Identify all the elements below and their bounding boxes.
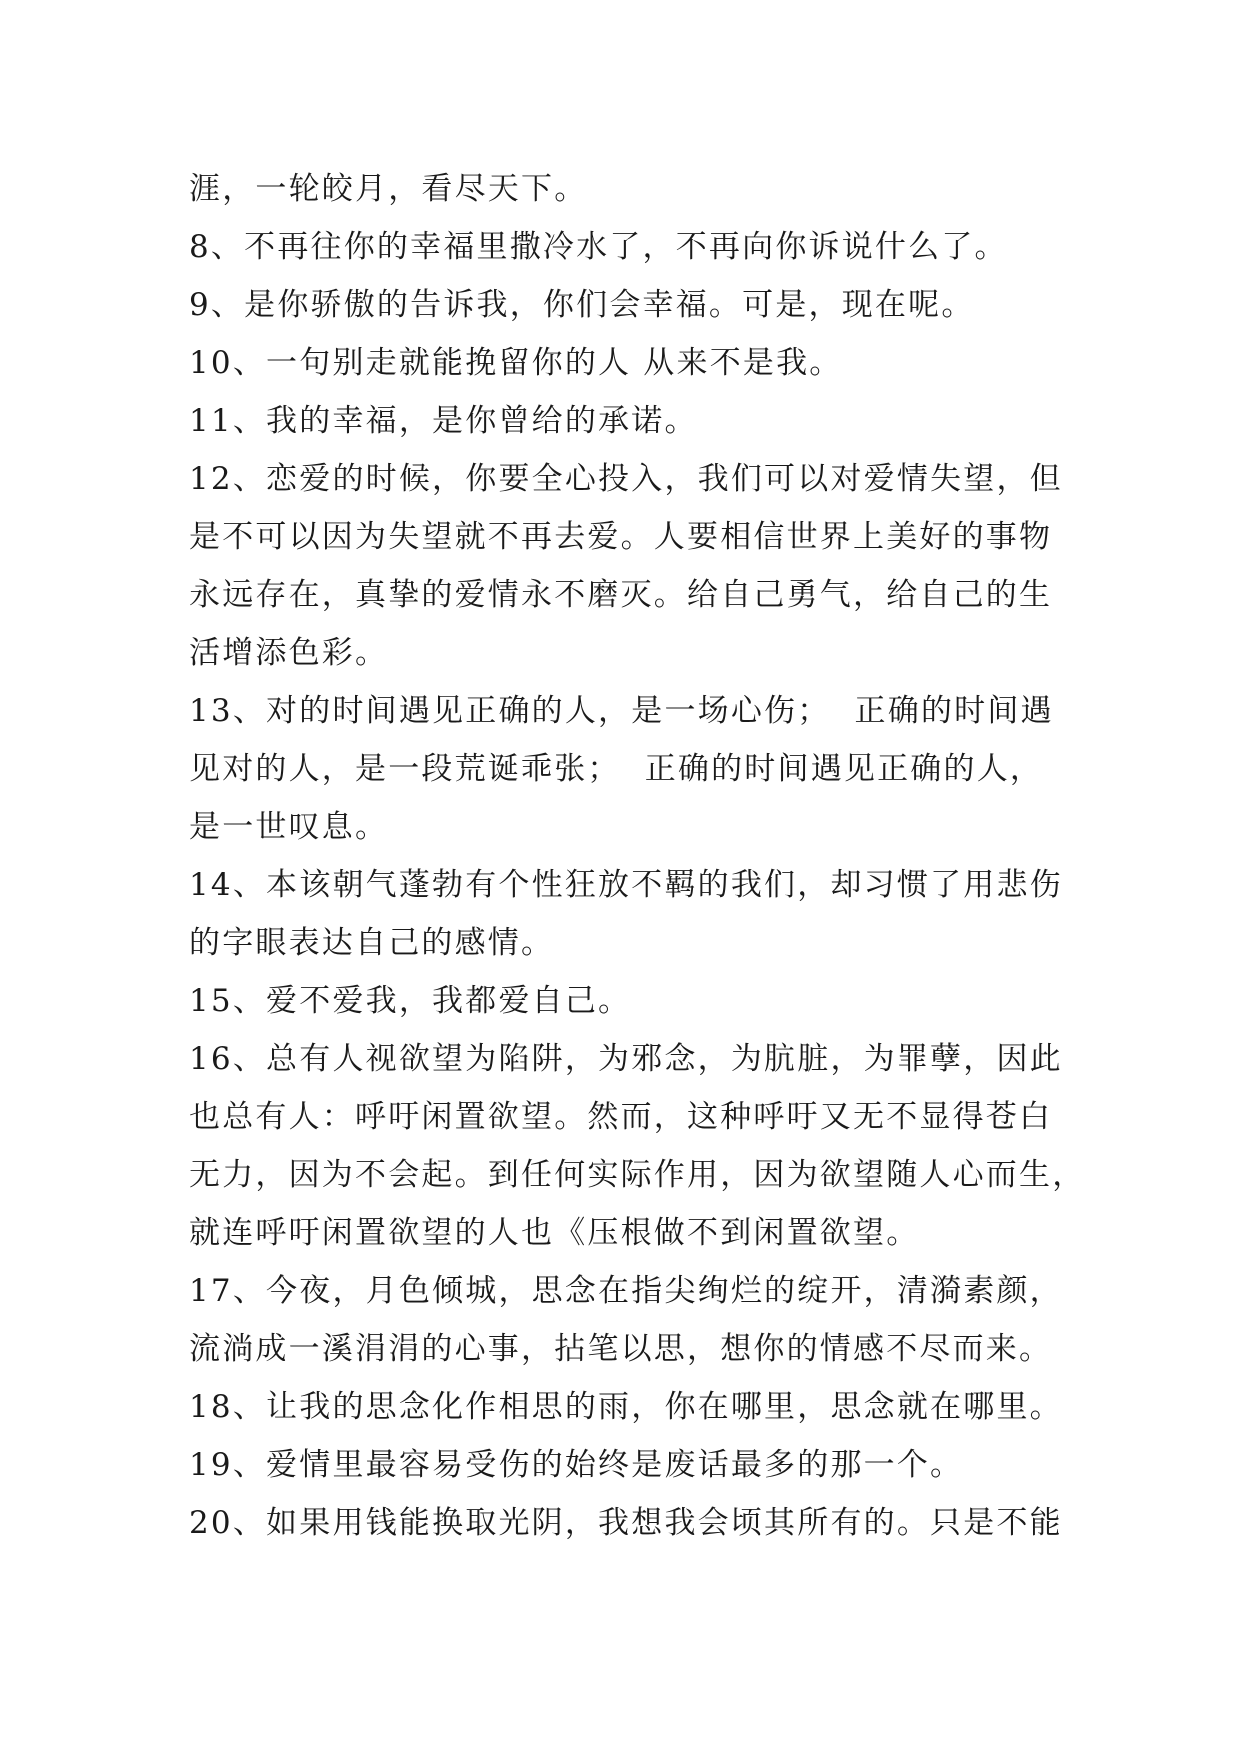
- text-line: 17、今夜，月色倾城，思念在指尖绚烂的绽开，清漪素颜，: [189, 1273, 1063, 1309]
- text-line: 15、爱不爱我，我都爱自己。: [189, 983, 632, 1019]
- text-line: 10、一句别走就能挽留你的人 从来不是我。: [189, 345, 843, 381]
- text-line: 9、是你骄傲的告诉我，你们会幸福。可是，现在呢。: [189, 287, 975, 323]
- text-line: 是一世叹息。: [189, 809, 389, 845]
- text-line: 13、对的时间遇见正确的人，是一场心伤； 正确的时间遇: [189, 693, 1054, 729]
- text-line: 8、不再往你的幸福里撒冷水了，不再向你诉说什么了。: [189, 229, 1008, 265]
- text-line: 11、我的幸福，是你曾给的承诺。: [189, 403, 698, 439]
- text-line: 流淌成一溪涓涓的心事，拈笔以思，想你的情感不尽而来。: [189, 1331, 1053, 1367]
- text-line: 的字眼表达自己的感情。: [189, 925, 555, 961]
- text-line: 16、总有人视欲望为陷阱，为邪念，为肮脏，为罪孽，因此: [189, 1041, 1063, 1077]
- text-line: 活增添色彩。: [189, 635, 389, 671]
- text-line: 也总有人：呼吁闲置欲望。然而，这种呼吁又无不显得苍白: [189, 1099, 1053, 1135]
- text-line: 20、如果用钱能换取光阴，我想我会顷其所有的。只是不能: [189, 1505, 1063, 1541]
- text-line: 永远存在，真挚的爱情永不磨灭。给自己勇气，给自己的生: [189, 577, 1053, 613]
- text-line: 无力，因为不会起。到任何实际作用，因为欲望随人心而生，: [189, 1157, 1086, 1193]
- text-line: 见对的人，是一段荒诞乖张； 正确的时间遇见正确的人，: [189, 751, 1044, 787]
- text-line: 12、恋爱的时候，你要全心投入，我们可以对爱情失望，但: [189, 461, 1063, 497]
- text-line: 是不可以因为失望就不再去爱。人要相信世界上美好的事物: [189, 519, 1053, 555]
- text-line: 19、爱情里最容易受伤的始终是废话最多的那一个。: [189, 1447, 964, 1483]
- document-body: [189, 160, 1086, 1552]
- text-line: 涯，一轮皎月，看尽天下。: [189, 171, 588, 207]
- text-line: 就连呼吁闲置欲望的人也《压根做不到闲置欲望。: [189, 1215, 920, 1251]
- text-line: 14、本该朝气蓬勃有个性狂放不羁的我们，却习惯了用悲伤: [189, 867, 1063, 903]
- text-line: 18、让我的思念化作相思的雨，你在哪里，思念就在哪里。: [189, 1389, 1063, 1425]
